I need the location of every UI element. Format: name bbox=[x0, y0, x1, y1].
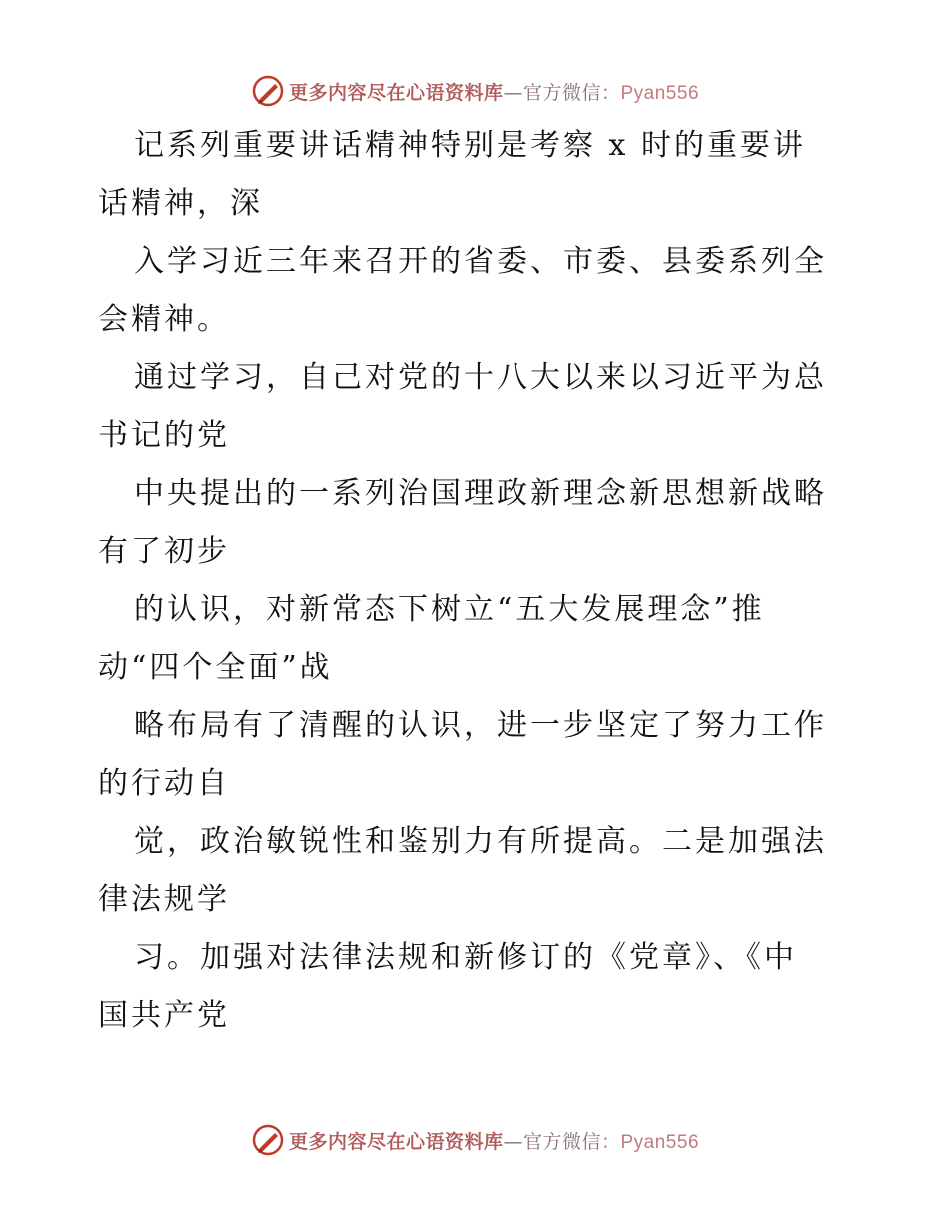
paragraph-line: 习。加强对法律法规和新修订的《党章》、《中 bbox=[134, 940, 797, 975]
paragraph-line: 会精神。 bbox=[98, 302, 230, 337]
paragraph bbox=[98, 117, 878, 233]
pen-logo-icon bbox=[251, 1123, 285, 1157]
paragraph-line: 中央提出的一系列治国理政新理念新思想新战略 bbox=[134, 476, 827, 511]
paragraph-line: 动“四个全面”战 bbox=[98, 650, 333, 685]
paragraph bbox=[98, 929, 878, 1045]
banner-text bbox=[289, 78, 699, 105]
banner-wechat-label: 官方微信： bbox=[522, 81, 621, 104]
paragraph-line: 话精神，深 bbox=[98, 186, 263, 221]
paragraph bbox=[98, 813, 878, 929]
banner-main-text: 更多内容尽在心语资料库 bbox=[288, 1130, 504, 1153]
paragraph-line: 入学习近三年来召开的省委、市委、县委系列全 bbox=[134, 244, 827, 279]
paragraph-line: 律法规学 bbox=[98, 882, 230, 917]
banner-wechat-id: Pyan556 bbox=[620, 1131, 700, 1153]
footer-banner bbox=[0, 1120, 950, 1160]
paragraph-line: 觉，政治敏锐性和鉴别力有所提高。二是加强法 bbox=[134, 824, 827, 859]
banner-separator: — bbox=[503, 1130, 523, 1153]
paragraph bbox=[98, 233, 878, 349]
paragraph-line: 通过学习，自己对党的十八大以来以习近平为总 bbox=[134, 360, 827, 395]
document-body bbox=[98, 117, 878, 1045]
paragraph bbox=[98, 349, 878, 465]
banner-wechat-id: Pyan556 bbox=[620, 82, 700, 104]
paragraph-line: 的行动自 bbox=[98, 766, 230, 801]
header-banner bbox=[0, 71, 950, 111]
pen-logo-icon bbox=[251, 74, 285, 108]
paragraph bbox=[98, 465, 878, 581]
paragraph bbox=[98, 581, 878, 697]
paragraph-line: 国共产党 bbox=[98, 998, 230, 1033]
banner-text bbox=[289, 1127, 699, 1154]
paragraph-line: 略布局有了清醒的认识，进一步坚定了努力工作 bbox=[134, 708, 827, 743]
paragraph-line: 有了初步 bbox=[98, 534, 230, 569]
paragraph-line: 记系列重要讲话精神特别是考察 x 时的重要讲 bbox=[134, 128, 806, 163]
banner-main-text: 更多内容尽在心语资料库 bbox=[288, 81, 504, 104]
banner-separator: — bbox=[503, 81, 523, 104]
banner-wechat-label: 官方微信： bbox=[522, 1130, 621, 1153]
paragraph bbox=[98, 697, 878, 813]
paragraph-line: 的认识，对新常态下树立“五大发展理念”推 bbox=[134, 592, 765, 627]
paragraph-line: 书记的党 bbox=[98, 418, 230, 453]
